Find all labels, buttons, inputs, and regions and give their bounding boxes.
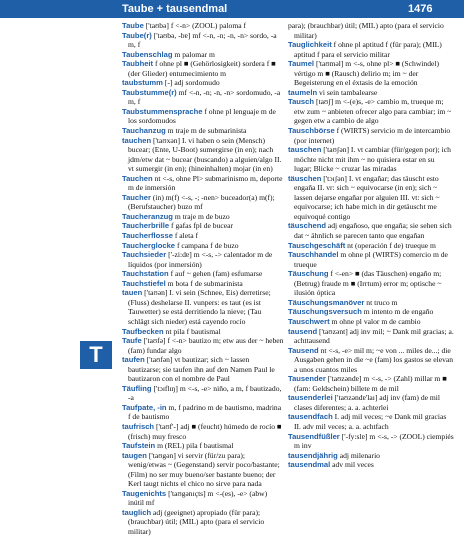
headword: Tauschhandel bbox=[288, 250, 339, 260]
entry-definition: para); (brauchbar) útil; (MIL) apto (para el servicio militar) bbox=[288, 21, 444, 40]
entry-definition: mf <-n, -n; -n, -n> sordomudo, -a m, f bbox=[128, 87, 281, 107]
dictionary-entry bbox=[288, 393, 454, 412]
headword: Täuschungsversuch bbox=[288, 307, 362, 317]
entry-definition: ['taʊbə] f <-n> (ZOOL) paloma f bbox=[145, 21, 247, 30]
dictionary-entry bbox=[122, 336, 284, 355]
headword: Tauchsieder bbox=[122, 250, 167, 260]
entry-definition: ['taʊbə, -bɐ] mf <-n, -n; -n, -n> sordo, -a m, f bbox=[128, 30, 277, 50]
dictionary-entry bbox=[122, 241, 284, 251]
entry-definition: m bota f de submarinista bbox=[167, 278, 243, 288]
headword: Tauglichkeit bbox=[288, 40, 332, 50]
dictionary-entry bbox=[288, 374, 454, 393]
dictionary-entry bbox=[288, 174, 454, 222]
dictionary-entry bbox=[122, 489, 284, 508]
headword: Taubheit bbox=[122, 59, 154, 69]
headword: Tauchstiefel bbox=[122, 278, 166, 288]
page-header bbox=[0, 0, 464, 18]
left-column bbox=[122, 21, 284, 536]
entry-definition: I. adj mil veces; ~e Dank mil gracias II. adv mil veces; a. a. achtfach bbox=[294, 412, 447, 431]
headword: tausend bbox=[288, 326, 318, 336]
headword: täuschend bbox=[288, 221, 326, 231]
entry-definition: f auf ~ gehen (fam) esfumarse bbox=[170, 269, 263, 279]
dictionary-entry bbox=[122, 327, 284, 337]
entry-definition: f (WIRTS) servicio m de intercambio (por internet) bbox=[294, 126, 451, 145]
headword: tausendfach bbox=[288, 412, 333, 422]
dictionary-entry bbox=[288, 145, 454, 174]
entry-definition: ['-fy:slɐ] m <-s, -> (ZOOL) ciempiés m inv bbox=[294, 431, 454, 451]
dictionary-entry bbox=[288, 412, 454, 431]
headword: Täuschung bbox=[288, 269, 329, 279]
entry-definition: f ohne pl aptitud f (für para); (MIL) aptitud f para el servicio militar bbox=[294, 40, 442, 59]
headword: tausendmal bbox=[288, 460, 331, 470]
dictionary-entry bbox=[288, 317, 454, 327]
dictionary-entry bbox=[122, 50, 284, 60]
dictionary-entry bbox=[288, 346, 454, 375]
entry-definition: m intento m de engaño bbox=[363, 307, 434, 317]
dictionary-entry bbox=[122, 126, 284, 136]
dictionary-entry bbox=[288, 97, 454, 126]
thumb-index-tab: T bbox=[80, 341, 112, 369]
headword: taumeln bbox=[288, 87, 318, 97]
entry-definition: ['taʊzəndɐ'laɪ] adj inv (fam) de mil clases diferentes; a. a. achterlei bbox=[294, 393, 441, 412]
entry-definition: vi sein tambalearse bbox=[319, 87, 378, 97]
entry-definition: f ohne pl lenguaje m de los sordomudos bbox=[128, 106, 276, 126]
headword: Taube(r) bbox=[122, 30, 152, 40]
entry-definition: nt truco m bbox=[366, 297, 398, 307]
dictionary-entry bbox=[122, 250, 284, 269]
headword: taufrisch bbox=[122, 421, 155, 431]
entry-definition: ['taʊf'-] adj ■ (feucht) húmedo de rocío ■ (frisch) muy fresco bbox=[128, 421, 282, 441]
entry-definition: (in) m(f) <-s, -; -nen> buceador(a) m(f); (Berufstaucher) buzo mf bbox=[128, 192, 275, 212]
headword: Taubenschlag bbox=[122, 49, 173, 59]
dictionary-entry bbox=[288, 451, 454, 461]
dictionary-entry bbox=[288, 460, 454, 470]
headword: tauschen bbox=[288, 145, 322, 155]
dictionary-entry bbox=[288, 432, 454, 451]
entry-definition: m ohne pl (WIRTS) comercio m de trueque bbox=[294, 250, 448, 269]
headword: Taufpate, -in bbox=[122, 402, 167, 412]
entry-definition: ['taʊməl] m <-s, ohne pl> ■ (Schwindel) vértigo m ■ (Rausch) delirio m; im ~ der Begeisterung en el éxtasis de la emoción bbox=[294, 59, 440, 88]
headword: Tauschgeschäft bbox=[288, 240, 346, 250]
dictionary-entry bbox=[288, 21, 454, 40]
entry-definition: f gafas fpl de bucear bbox=[171, 221, 234, 231]
dictionary-entry bbox=[122, 508, 284, 537]
entry-definition: nt (operación f de) trueque m bbox=[347, 240, 436, 250]
dictionary-entry bbox=[122, 422, 284, 441]
headword: tausenderlei bbox=[288, 393, 333, 403]
entry-definition: ['taʊzəndɐ] m <-s, -> (Zahl) millar m ■ (fam: Geldschein) billete m de mil bbox=[294, 374, 447, 393]
entry-definition: ['taʊfən] vt bautizar; sich ~ lassen bautizarse; sie taufen ihn auf den Namen Paul le bautizaron con el nombre de Paul bbox=[128, 355, 275, 384]
entry-definition: nt <-s, -e> mil m; ~e von ... miles de...; die Ausgaben gehen in die ~e (fam) los gastos se elevan a unos cuantos miles bbox=[294, 345, 454, 374]
headword: Täufling bbox=[122, 383, 152, 393]
headword: tauen bbox=[122, 288, 143, 298]
entry-definition: ['taʊfə] f <-n> bautizo m; etw aus der ~ heben (fam) fundar algo bbox=[128, 336, 284, 355]
entry-definition: f campana f de buzo bbox=[176, 240, 239, 250]
dictionary-entry bbox=[122, 355, 284, 384]
dictionary-entry bbox=[288, 59, 454, 88]
dictionary-entry bbox=[122, 88, 284, 107]
entry-definition: adj (geeignet) apropiado (für para); (brauchbar) útil; (MIL) apto (para el servicio militar) bbox=[128, 507, 265, 536]
entry-definition: adv mil veces bbox=[332, 460, 374, 470]
headword: Taubstummensprache bbox=[122, 106, 203, 116]
entry-definition: ['taʊxən] I. vi haben o sein (Mensch) bucear; (Ente, U-Boot) sumergirse (in en); nach jdm/etw dat ~ bucear (buscando) a alguien/algo II. vt sumergir (in en); (hineinhalten) mojar (in en) bbox=[128, 135, 282, 174]
dictionary-entry bbox=[122, 21, 284, 31]
dictionary-entry bbox=[288, 88, 454, 98]
dictionary-entry bbox=[288, 298, 454, 308]
headword: Taucheranzug bbox=[122, 211, 173, 221]
dictionary-entry bbox=[122, 59, 284, 78]
headword: Tauchen bbox=[122, 173, 153, 183]
dictionary-entry bbox=[122, 384, 284, 403]
headword: Tauchanzug bbox=[122, 126, 166, 136]
dictionary-entry bbox=[122, 78, 284, 88]
headword: Tauchstation bbox=[122, 269, 169, 279]
dictionary-entry bbox=[122, 31, 284, 50]
entry-definition: f aleta f bbox=[174, 231, 199, 241]
headword: Taufstein bbox=[122, 441, 156, 451]
dictionary-entry bbox=[288, 327, 454, 346]
entry-definition: adj milenario bbox=[339, 450, 380, 460]
headword: Taufe bbox=[122, 336, 142, 346]
headword: Tausender bbox=[288, 374, 326, 384]
headword: Tauschbörse bbox=[288, 126, 335, 136]
entry-definition: ['-zi:dɐ] m <-s, -> calentador m de líquidos (por inmersión) bbox=[128, 250, 273, 269]
entry-definition: m traje m de buzo bbox=[174, 211, 230, 221]
headword: tauglich bbox=[122, 507, 152, 517]
dictionary-entry bbox=[288, 40, 454, 59]
entry-definition: ['taʊən] I. vi sein (Schnee, Eis) derretirse; (Fluss) deshelarse II. vunpers: es taut (es ist Tauwetter) se está derritiendo la nieve; (Tau schlägt sich nieder) está cayendo rocío bbox=[128, 288, 271, 326]
running-title: Taube + tausendmal bbox=[122, 3, 228, 15]
dictionary-entry bbox=[122, 193, 284, 212]
entry-definition: m (REL) pila f bautismal bbox=[157, 441, 234, 451]
dictionary-entry bbox=[122, 231, 284, 241]
entry-definition: ['taʊʃən] I. vt cambiar (für/gegen por); ich möchte nicht mit ihm ~ no quisiera estar en su lugar; Blicke ~ cruzar las miradas bbox=[294, 145, 451, 174]
page-number: 1476 bbox=[408, 3, 433, 15]
headword: tauchen bbox=[122, 135, 152, 145]
dictionary-entry bbox=[122, 212, 284, 222]
entry-definition: adj engañoso, que engaña; sie sehen sich dat ~ ähnlich se parecen tanto que engañan bbox=[294, 221, 452, 241]
entry-definition: m ohne pl valor m de cambio bbox=[331, 316, 421, 326]
entry-definition: ['tɔɪflɪŋ] m <-s, -e> niño, a m, f bautizado, -a bbox=[128, 383, 282, 403]
dictionary-entry bbox=[288, 126, 454, 145]
entry-definition: f <-en> ■ (das Täuschen) engaño m; (Betrug) fraude m ■ (Irrtum) error m; optische ~ ilusión óptica bbox=[294, 269, 442, 298]
headword: Taugenichts bbox=[122, 488, 167, 498]
headword: tausendjährig bbox=[288, 450, 338, 460]
dictionary-entry bbox=[122, 174, 284, 193]
dictionary-entry bbox=[288, 241, 454, 251]
entry-definition: m, f padrino m de bautismo, madrina f de bautismo bbox=[128, 402, 282, 422]
entry-definition: nt pila f bautismal bbox=[165, 326, 221, 336]
dictionary-entry bbox=[122, 279, 284, 289]
headword: Taucherbrille bbox=[122, 221, 170, 231]
headword: taubstumm bbox=[122, 78, 163, 88]
headword: Taucherglocke bbox=[122, 240, 176, 250]
headword: Taufbecken bbox=[122, 326, 164, 336]
entry-definition: [-] adj sordomudo bbox=[164, 78, 220, 88]
headword: Tausendfüßler bbox=[288, 431, 340, 441]
entry-definition: [taʊʃ] m <-(e)s, -e> cambio m, trueque m; etw zum ~ anbieten ofrecer algo para cambiar; im ~ gegen etw a cambio de algo bbox=[294, 97, 452, 126]
dictionary-entry bbox=[288, 269, 454, 298]
dictionary-entry bbox=[122, 451, 284, 489]
entry-definition: m palomar m bbox=[174, 49, 215, 59]
headword: Tausch bbox=[288, 97, 315, 107]
entry-definition: f ohne pl ■ (Gehörlosigkeit) sordera f ■ (der Glieder) entumecimiento m bbox=[128, 59, 276, 78]
headword: taufen bbox=[122, 355, 145, 365]
headword: Taucher bbox=[122, 192, 151, 202]
headword: Taucherflosse bbox=[122, 231, 173, 241]
headword: täuschen bbox=[288, 173, 322, 183]
entry-definition: ['taʊgənɪçts] m <-(es), -e> (abw) inútil mf bbox=[128, 488, 268, 508]
right-column bbox=[288, 21, 454, 470]
dictionary-entry bbox=[122, 107, 284, 126]
headword: Taubstumme(r) bbox=[122, 87, 177, 97]
entry-definition: nt <-s, ohne Pl> submarinismo m, deporte m de inmersión bbox=[128, 173, 283, 193]
dictionary-entry bbox=[122, 136, 284, 174]
headword: Täuschungsmanöver bbox=[288, 297, 365, 307]
headword: Taube bbox=[122, 21, 144, 30]
entry-definition: m traje m de submarinista bbox=[167, 126, 247, 136]
headword: Tauschwert bbox=[288, 316, 330, 326]
entry-definition: ['tɔɪʃən] I. vt engañar; das täuscht esto engaña II. vr: sich ~ equivocarse (in en); sich ~ lassen dejarse engañar por alguien III. vt: sich ~ equivocarse; ich habe mich in dir getäuscht me equivoqué contigo bbox=[294, 173, 440, 221]
headword: taugen bbox=[122, 450, 147, 460]
dictionary-entry bbox=[122, 221, 284, 231]
dictionary-entry bbox=[288, 221, 454, 240]
dictionary-entry bbox=[122, 441, 284, 451]
headword: Tausend bbox=[288, 345, 319, 355]
dictionary-entry bbox=[122, 269, 284, 279]
entry-definition: ['taʊzənt] adj inv mil; ~ Dank mil gracias; a. achttausend bbox=[294, 326, 454, 346]
dictionary-entry bbox=[122, 288, 284, 326]
headword: Taumel bbox=[288, 59, 315, 69]
dictionary-entry bbox=[288, 250, 454, 269]
dictionary-entry bbox=[288, 307, 454, 317]
entry-definition: ['taʊgən] vi servir (für/zu para); wenig/etwas ~ (Gegenstand) servir poco/bastante; (Film) no ser muy bueno/ser bastante bueno; der Kerl taugt nichts el chico no sirve para nada bbox=[128, 450, 280, 489]
dictionary-entry bbox=[122, 403, 284, 422]
